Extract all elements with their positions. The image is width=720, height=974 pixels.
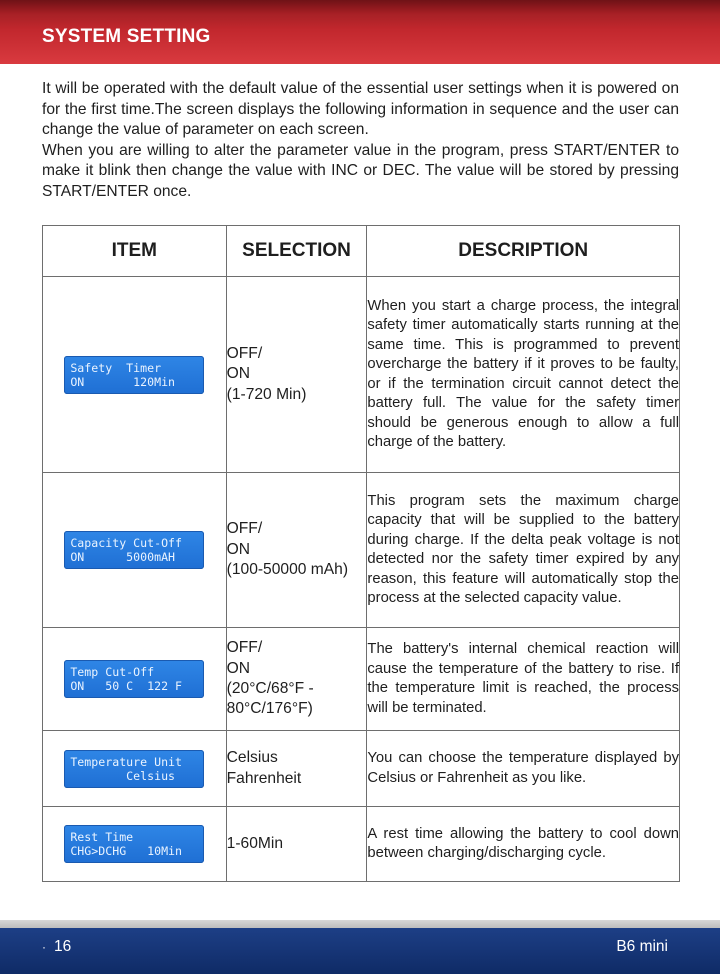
selection-line: 1-60Min — [226, 834, 283, 852]
page-footer — [0, 928, 720, 974]
selection-cell — [226, 628, 367, 731]
selection-cell — [226, 807, 367, 882]
settings-table — [42, 225, 680, 882]
lcd-screen — [64, 825, 204, 863]
table-row-temperature-unit — [43, 731, 680, 807]
table-row-safety-timer — [43, 277, 680, 473]
selection-line: Celsius — [226, 749, 278, 767]
selection-line: ON — [226, 540, 251, 558]
description-cell: A rest time allowing the battery to cool down between charging/discharging cycle. — [367, 807, 680, 882]
intro-paragraph-2: When you are willing to alter the parameter value in the program, press START/ENTER to make it blink then change the value with INC or DEC. The value will be stored by pressing START/ENTER once. — [42, 141, 679, 200]
lcd-line-2: ON 50 C 122 F — [70, 679, 183, 693]
footer-divider — [0, 920, 720, 928]
item-cell — [43, 277, 227, 473]
table-row-rest-time — [43, 807, 680, 882]
description-cell: When you start a charge process, the integral safety timer automatically starts running at the same time. This is programmed to prevent overcharge the battery if it proves to be faulty, or if the termination circuit cannot detect the battery full. The value for the safety timer should be generous enough to allow a full charge of the battery. — [367, 277, 680, 473]
selection-line: ON — [226, 659, 251, 677]
lcd-screen — [64, 660, 204, 698]
selection-cell — [226, 277, 367, 473]
intro-text — [42, 79, 679, 203]
lcd-screen — [64, 531, 204, 569]
header-item: ITEM — [43, 226, 227, 277]
item-cell — [43, 473, 227, 628]
page-header — [0, 0, 720, 64]
lcd-screen — [64, 356, 204, 394]
page-number-value: 16 — [54, 938, 72, 955]
lcd-line-1: Capacity Cut-Off — [70, 536, 183, 550]
header-description: DESCRIPTION — [367, 226, 680, 277]
description-cell: This program sets the maximum charge capacity that will be supplied to the battery during charge. If the delta peak voltage is not detected nor the safety timer expired by any reason, this feature will automatically stop the process at the selected capacity value. — [367, 473, 680, 628]
table-row-temp-cutoff — [43, 628, 680, 731]
selection-line: OFF/ — [226, 520, 263, 538]
description-cell: You can choose the temperature displayed by Celsius or Fahrenheit as you like. — [367, 731, 680, 807]
item-cell — [43, 628, 227, 731]
selection-cell — [226, 731, 367, 807]
selection-line: OFF/ — [226, 639, 263, 657]
table-header-row — [43, 226, 680, 277]
table-row-capacity-cutoff — [43, 473, 680, 628]
header-selection: SELECTION — [226, 226, 367, 277]
selection-cell — [226, 473, 367, 628]
lcd-line-2: ON 5000mAH — [70, 550, 176, 564]
lcd-line-2: ON 120Min — [70, 374, 176, 389]
selection-line: ON — [226, 365, 251, 383]
selection-line: Fahrenheit — [226, 769, 302, 787]
section-title: SYSTEM SETTING — [42, 26, 211, 47]
lcd-line-1: Temperature Unit — [70, 754, 183, 769]
lcd-screen — [64, 750, 204, 788]
selection-line: (1-720 Min) — [226, 385, 307, 403]
bullet-icon: · — [42, 940, 46, 954]
selection-line: (20°C/68°F - — [226, 680, 314, 697]
selection-line: (100-50000 mAh) — [226, 561, 349, 579]
lcd-line-2: Celsius — [70, 768, 176, 783]
selection-line: OFF/ — [226, 344, 263, 362]
page-number — [42, 938, 71, 956]
item-cell — [43, 731, 227, 807]
description-cell: The battery's internal chemical reaction will cause the temperature of the battery to rise. If the temperature limit is reached, the process will be terminated. — [367, 628, 680, 731]
lcd-line-1: Safety Timer — [70, 360, 162, 375]
lcd-line-2: CHG>DCHG 10Min — [70, 844, 183, 858]
lcd-line-1: Rest Time — [70, 830, 134, 844]
item-cell — [43, 807, 227, 882]
model-name: B6 mini — [616, 938, 668, 955]
lcd-line-1: Temp Cut-Off — [70, 665, 155, 679]
selection-line: 80°C/176°F) — [226, 700, 313, 718]
intro-paragraph-1: It will be operated with the default value of the essential user settings when it is powered on for the first time.The screen displays the following information in sequence and the user can change the value of parameter on each screen. — [42, 80, 679, 139]
